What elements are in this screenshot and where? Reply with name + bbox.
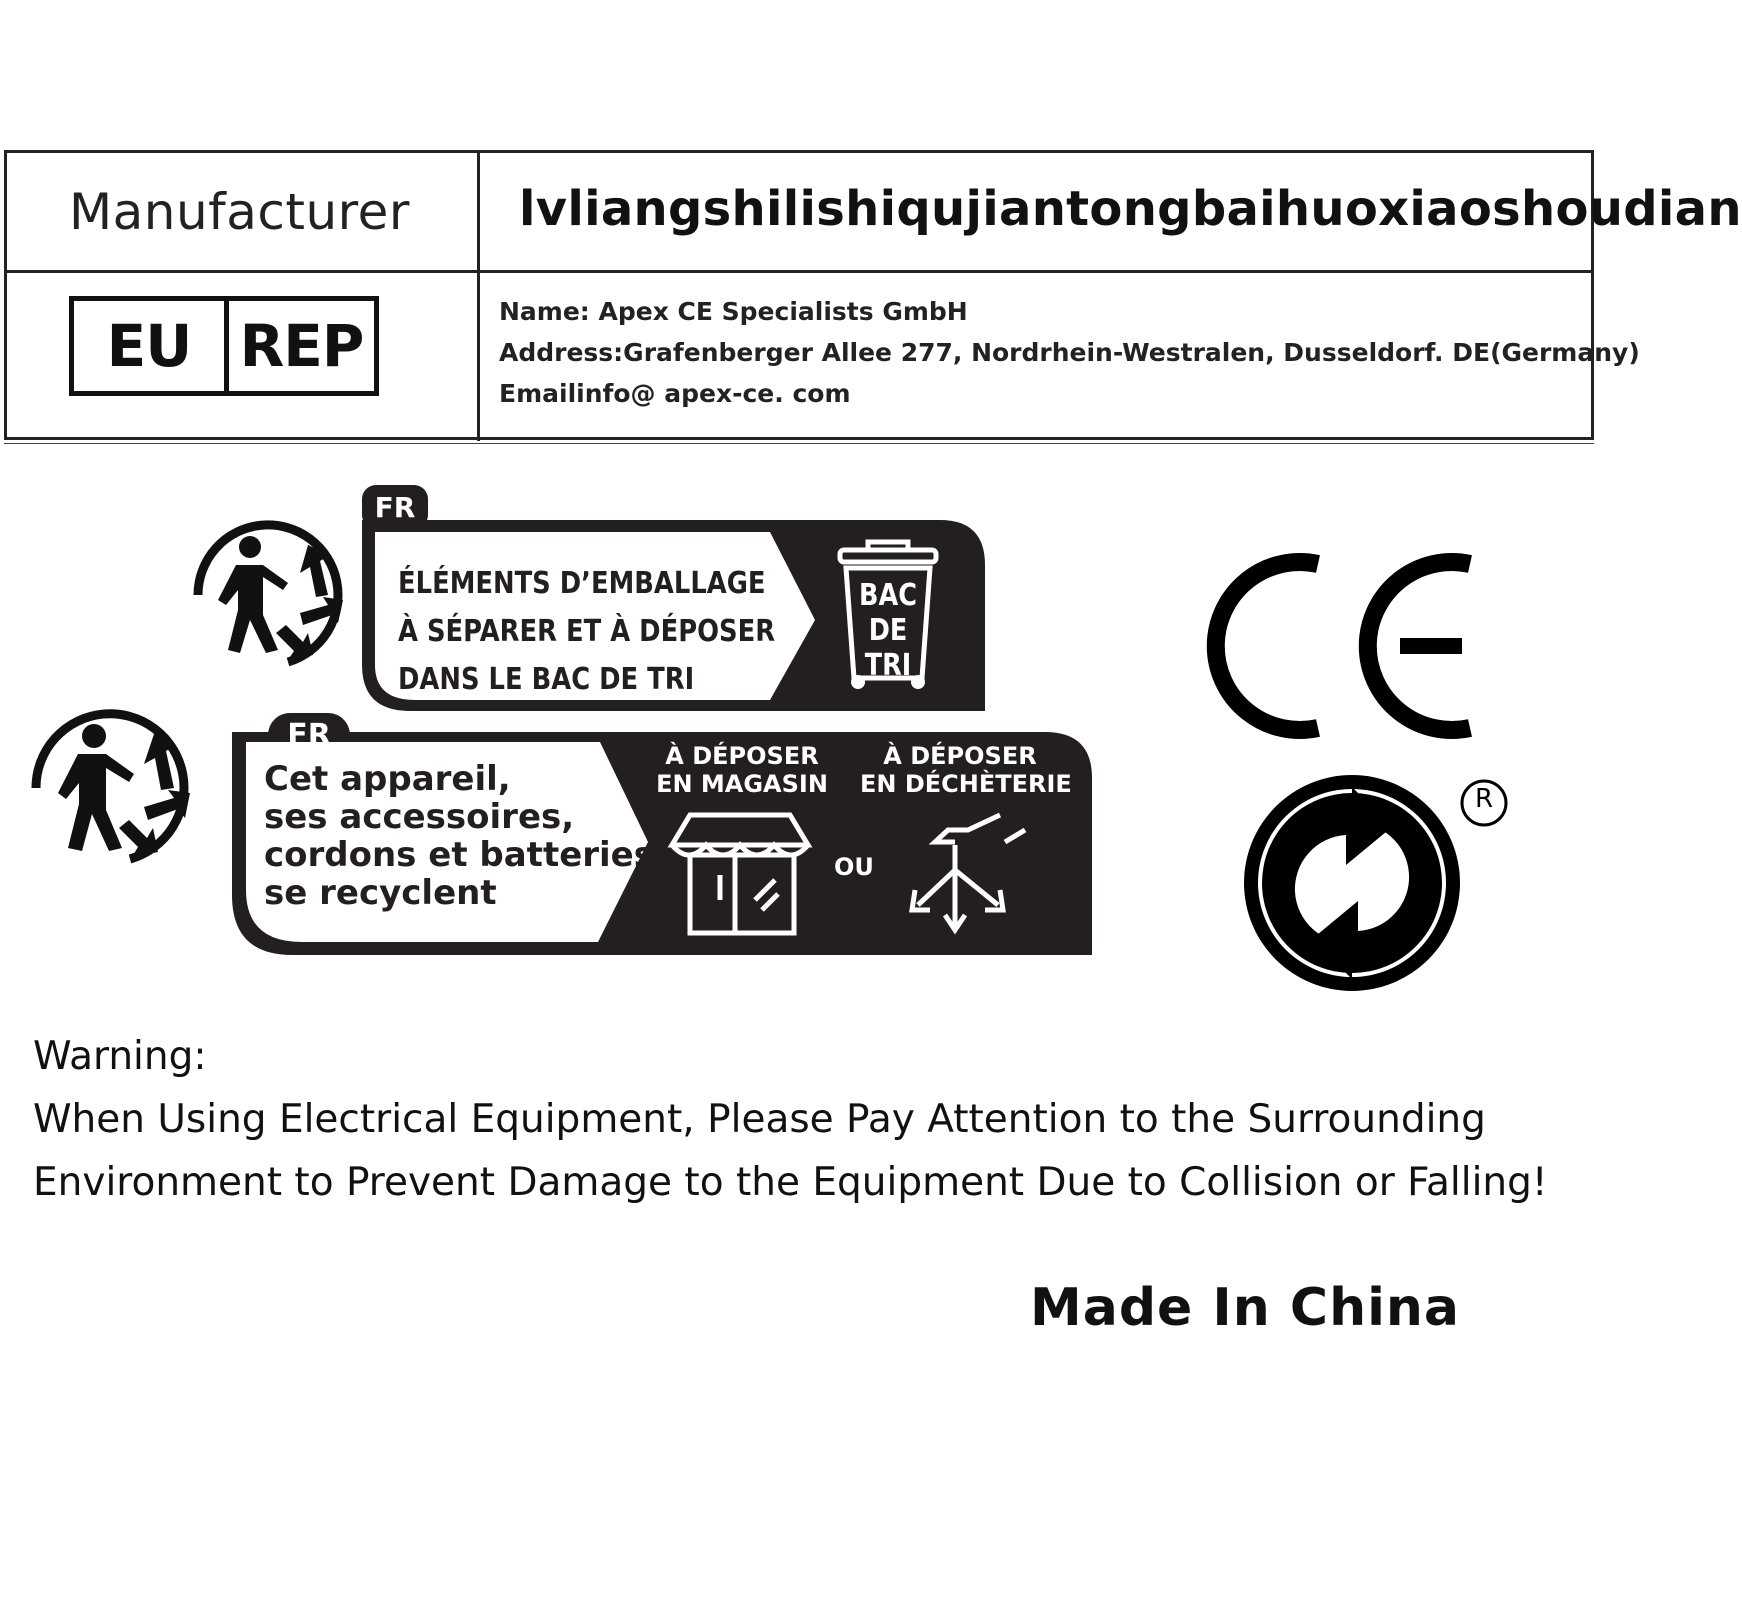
store-line: EN MAGASIN (656, 770, 828, 798)
or-text: OU (834, 853, 874, 881)
eu-rep-badge-rep: REP (239, 312, 364, 380)
dump-line: À DÉPOSER (883, 742, 1037, 770)
made-in-label: Made In China (1030, 1278, 1461, 1338)
info-table (4, 150, 1742, 440)
ce-mark-icon (1216, 562, 1470, 730)
bin-line: BAC (859, 578, 917, 613)
table-bottom-border (4, 437, 1594, 440)
triman-device-line: cordons et batteries (264, 835, 654, 875)
warning-line: Environment to Prevent Damage to the Equipment Due to Collision or Falling! (33, 1160, 1548, 1205)
table-divider-vertical (477, 153, 480, 441)
registered-symbol: R (1474, 784, 1494, 814)
triman-packaging-line: À SÉPARER ET À DÉPOSER (398, 614, 776, 649)
eu-rep-address: Address:Grafenberger Allee 277, Nordrhein-Westralen, Dusseldorf. DE(Germany) (499, 338, 1640, 367)
triman-packaging-tag: FR (374, 490, 416, 524)
sorting-bin-text (856, 578, 921, 683)
warning-block (33, 1025, 1548, 1214)
drop-in-store-text (652, 742, 832, 798)
bin-line: TRI (864, 648, 912, 683)
triman-device-line: se recyclent (264, 873, 497, 913)
green-dot-icon (1244, 775, 1460, 991)
eu-rep-badge-eu: EU (74, 301, 229, 391)
manufacturer-value: lvliangshilishiqujiantongbaihuoxiaoshoudian (519, 181, 1742, 237)
triman-icon (198, 525, 343, 662)
eu-rep-email: Emailinfo@ apex-ce. com (499, 379, 851, 408)
dump-line: EN DÉCHÈTERIE (860, 770, 1072, 798)
bin-line: DE (868, 613, 908, 648)
eu-rep-name: Name: Apex CE Specialists GmbH (499, 297, 968, 326)
triman-packaging-line: ÉLÉMENTS D’EMBALLAGE (398, 566, 766, 601)
table-divider-horizontal (7, 270, 1591, 273)
eu-rep-badge (69, 296, 379, 396)
warning-title: Warning: (33, 1034, 207, 1079)
drop-at-dump-text (860, 742, 1072, 798)
triman-device-line: ses accessoires, (264, 797, 575, 837)
triman-device-text (264, 760, 654, 912)
triman-packaging-text (398, 560, 775, 704)
store-line: À DÉPOSER (665, 742, 819, 770)
warning-line: When Using Electrical Equipment, Please Pay Attention to the Surrounding (33, 1097, 1486, 1142)
triman-icon (36, 714, 190, 859)
eu-rep-details (499, 291, 1640, 414)
table-bottom-rule (4, 443, 1594, 444)
triman-device-tag: FR (287, 717, 331, 753)
triman-packaging-line: DANS LE BAC DE TRI (398, 662, 695, 697)
manufacturer-label: Manufacturer (69, 183, 410, 241)
triman-device-line: Cet appareil, (264, 759, 511, 799)
